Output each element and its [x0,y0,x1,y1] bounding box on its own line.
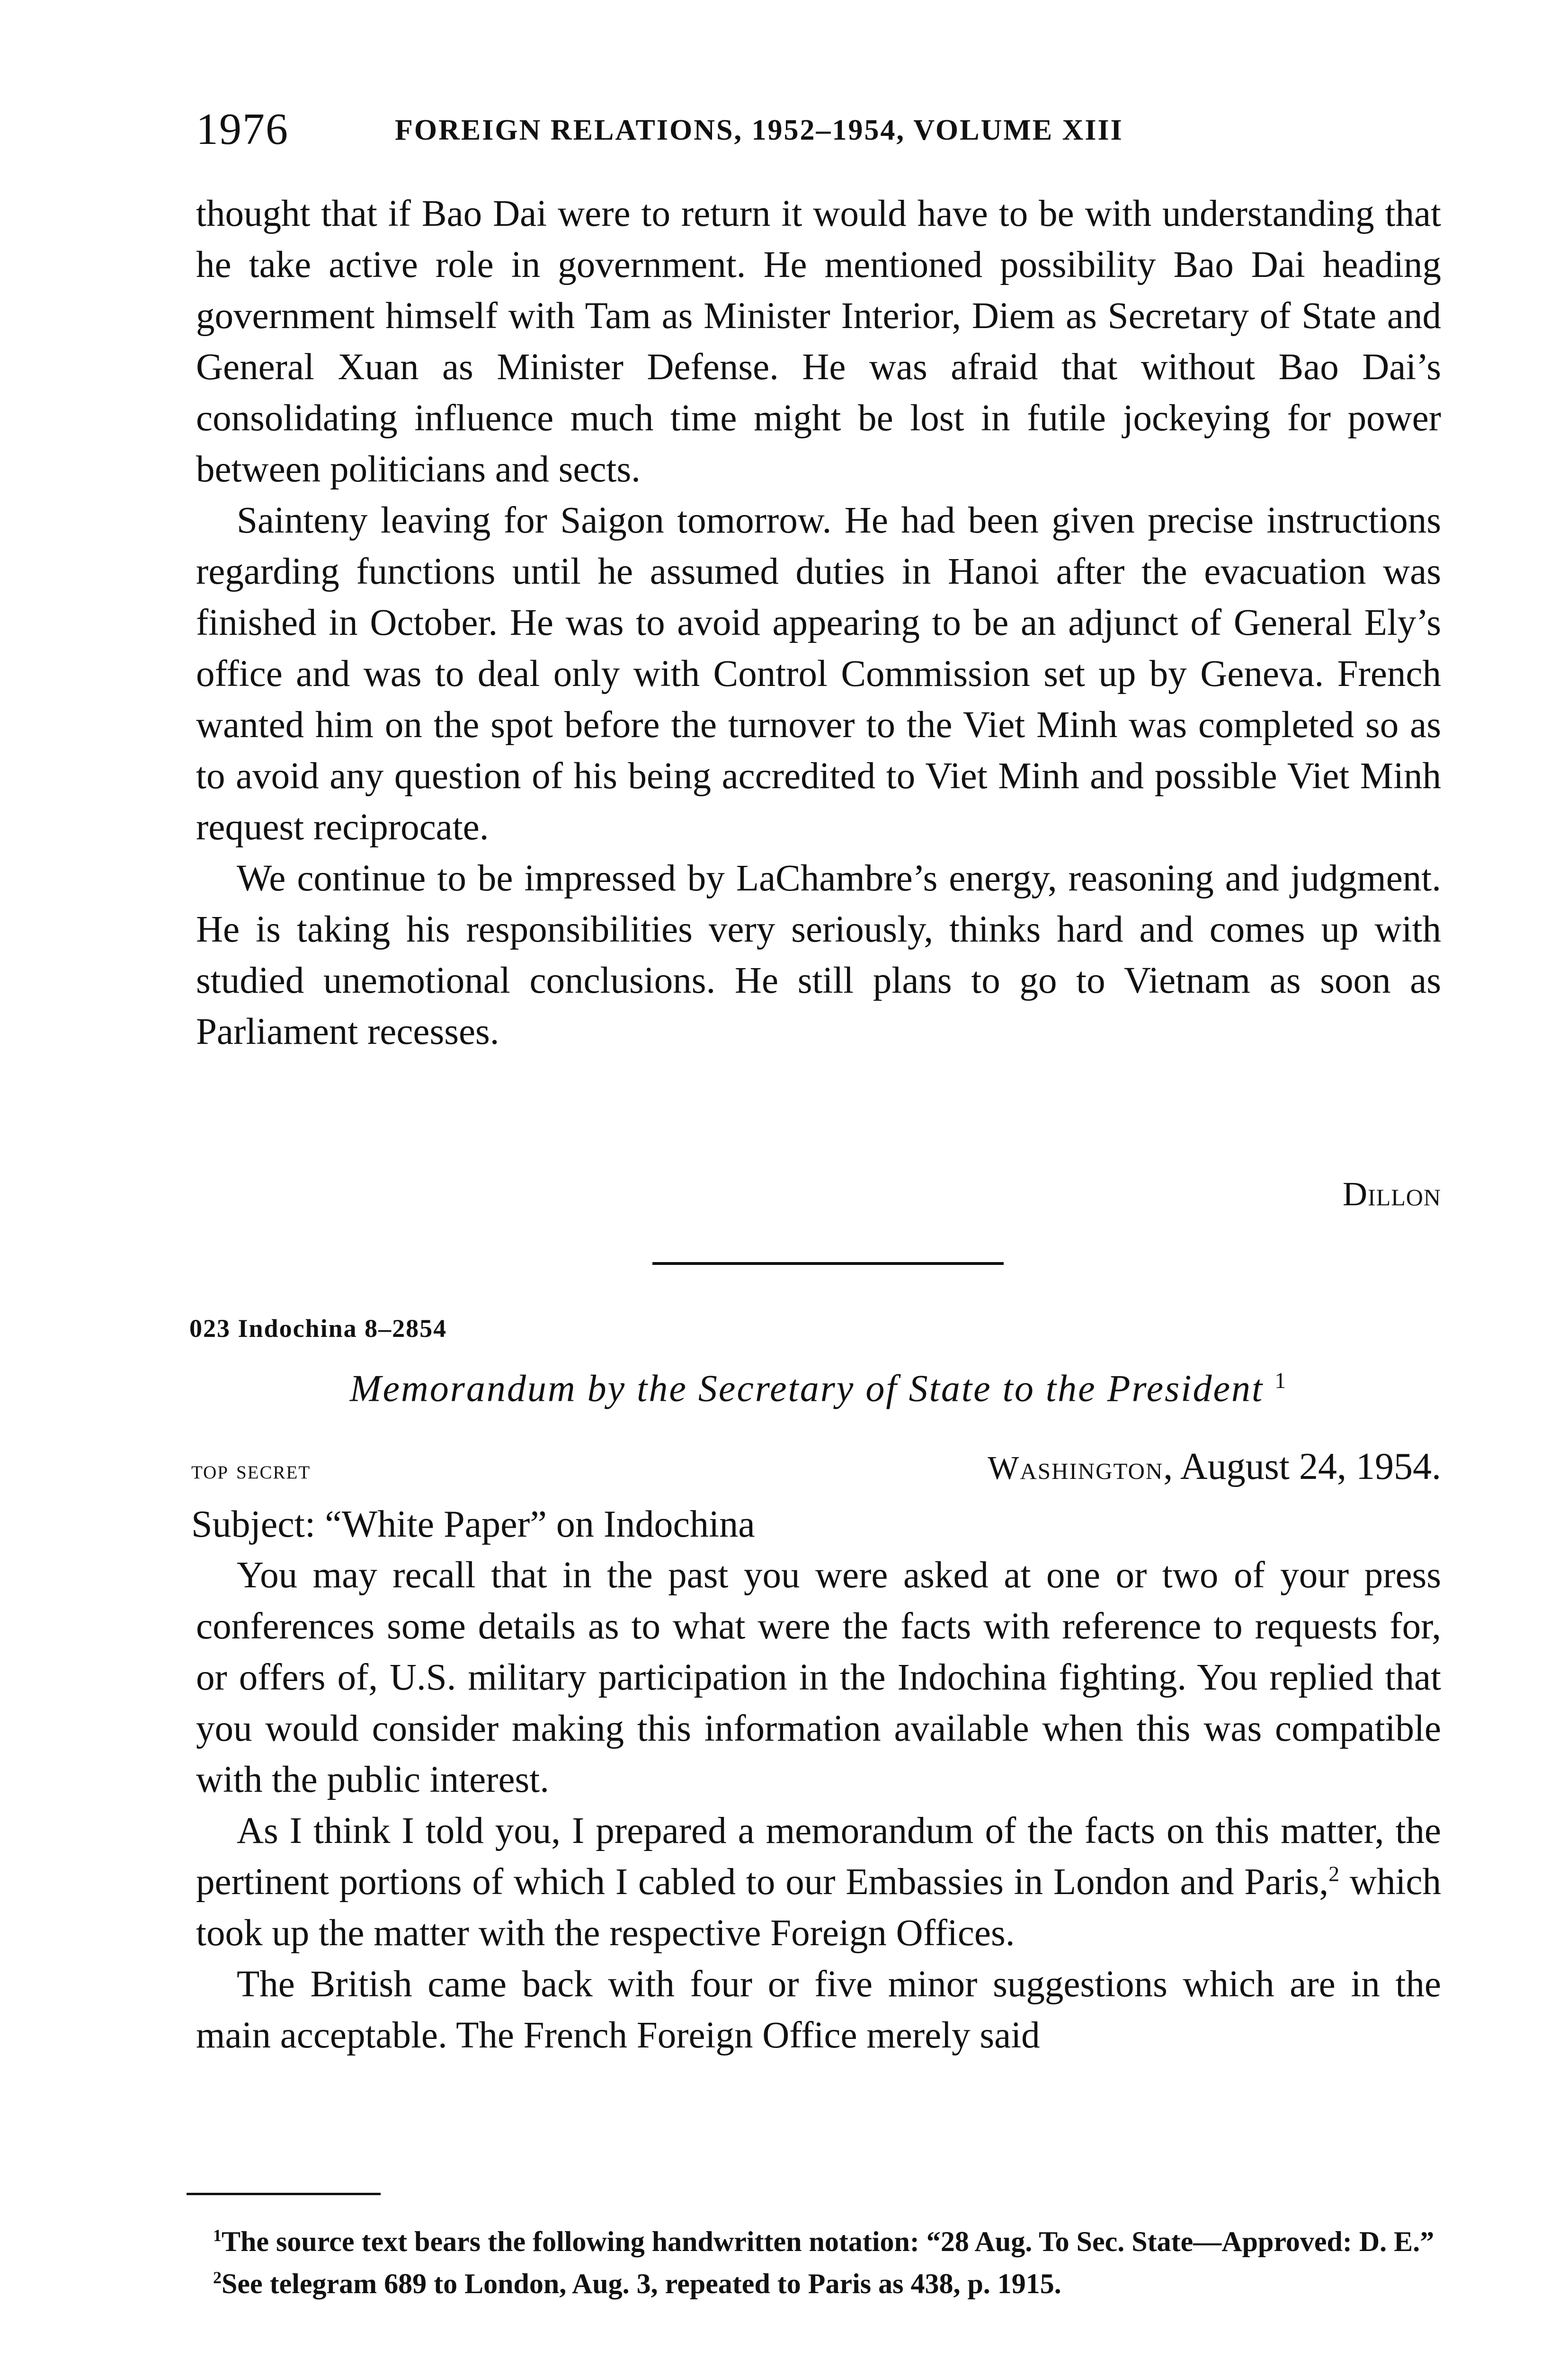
footnote [191,2217,1441,2260]
running-head: FOREIGN RELATIONS, 1952–1954, VOLUME XIII [395,114,1123,146]
dateline-date: , August 24, 1954. [1163,1446,1441,1487]
paragraph: Sainteny leaving for Saigon tomorrow. He had been given precise instructions regarding functions until he assumed duties in Hanoi after the evacuation was finished in October. He was to avoid appearing to be an adjunct of General Ely’s office and was to deal only with Control Commission set up by Geneva. French wanted him on the spot before the turnover to the Viet Minh was completed so as to avoid any question of his being accredited to Viet Minh and possible Viet Minh request reciprocate. [196,500,1441,848]
continued-telegram-text [196,188,1441,1058]
footnote [191,2260,1441,2302]
document-title-text: Memorandum by the Secretary of State to the President [349,1368,1264,1410]
paragraph: The British came back with four or five minor suggestions which are in the main acceptable. The French Foreign Office merely said [196,1964,1441,2056]
subject-line: Subject: “White Paper” on Indochina [191,1504,755,1545]
document-title [196,1355,1441,1415]
section-divider [652,1262,1004,1265]
footnote-text: The source text bears the following handwritten notation: “28 Aug. To Sec. State—Approved: D. E.” [222,2226,1434,2257]
classification-label: top secret [191,1455,311,1485]
footnote-marker: 1 [1274,1368,1288,1393]
dateline [988,1441,1441,1494]
memorandum-text [196,1550,1441,2061]
paragraph: You may recall that in the past you were asked at one or two of your press conferences some details as to what were the facts with reference to requests for, or offers of, U.S. military participation in the Indochina fighting. You replied that you would consider making this information available when this was compatible with the public interest. [196,1555,1441,1800]
paragraph-text: As I think I told you, I prepared a memorandum of the facts on this matter, the pertinent portions of which I cabled to our Embassies in London and Paris, [196,1810,1441,1903]
paragraph [196,1806,1441,1959]
footnote-number: 1 [213,2226,222,2245]
footnote-marker: 2 [1328,1861,1340,1886]
footnote-divider [187,2193,381,2195]
paragraph: thought that if Bao Dai were to return it would have to be with understanding that he take active role in government. He mentioned possibility Bao Dai heading government himself with Tam as Minister Interior, Diem as Secretary of State and General Xuan as Minister Defense. He was afraid that without Bao Dai’s consolidating influence much time might be lost in futile jockeying for power between politicians and sects. [196,193,1441,490]
footnote-number: 2 [213,2268,222,2287]
footnote-text: See telegram 689 to London, Aug. 3, repeated to Paris as 438, p. 1915. [222,2268,1061,2299]
file-reference: 023 Indochina 8–2854 [189,1314,447,1343]
dateline-place: Washington [988,1450,1164,1486]
signature: Dillon [1343,1175,1441,1213]
page-header [196,103,1441,155]
page-number: 1976 [196,105,289,154]
paragraph: We continue to be impressed by LaChambre’s energy, reasoning and judgment. He is taking his responsibilities very seriously, thinks hard and comes up with studied unemotional conclusions. He still plans to go to Vietnam as soon as Parliament recesses. [196,858,1441,1052]
footnotes [191,2217,1441,2302]
paragraph-text: which took up the matter with the respective Foreign Offices. [196,1861,1441,1954]
